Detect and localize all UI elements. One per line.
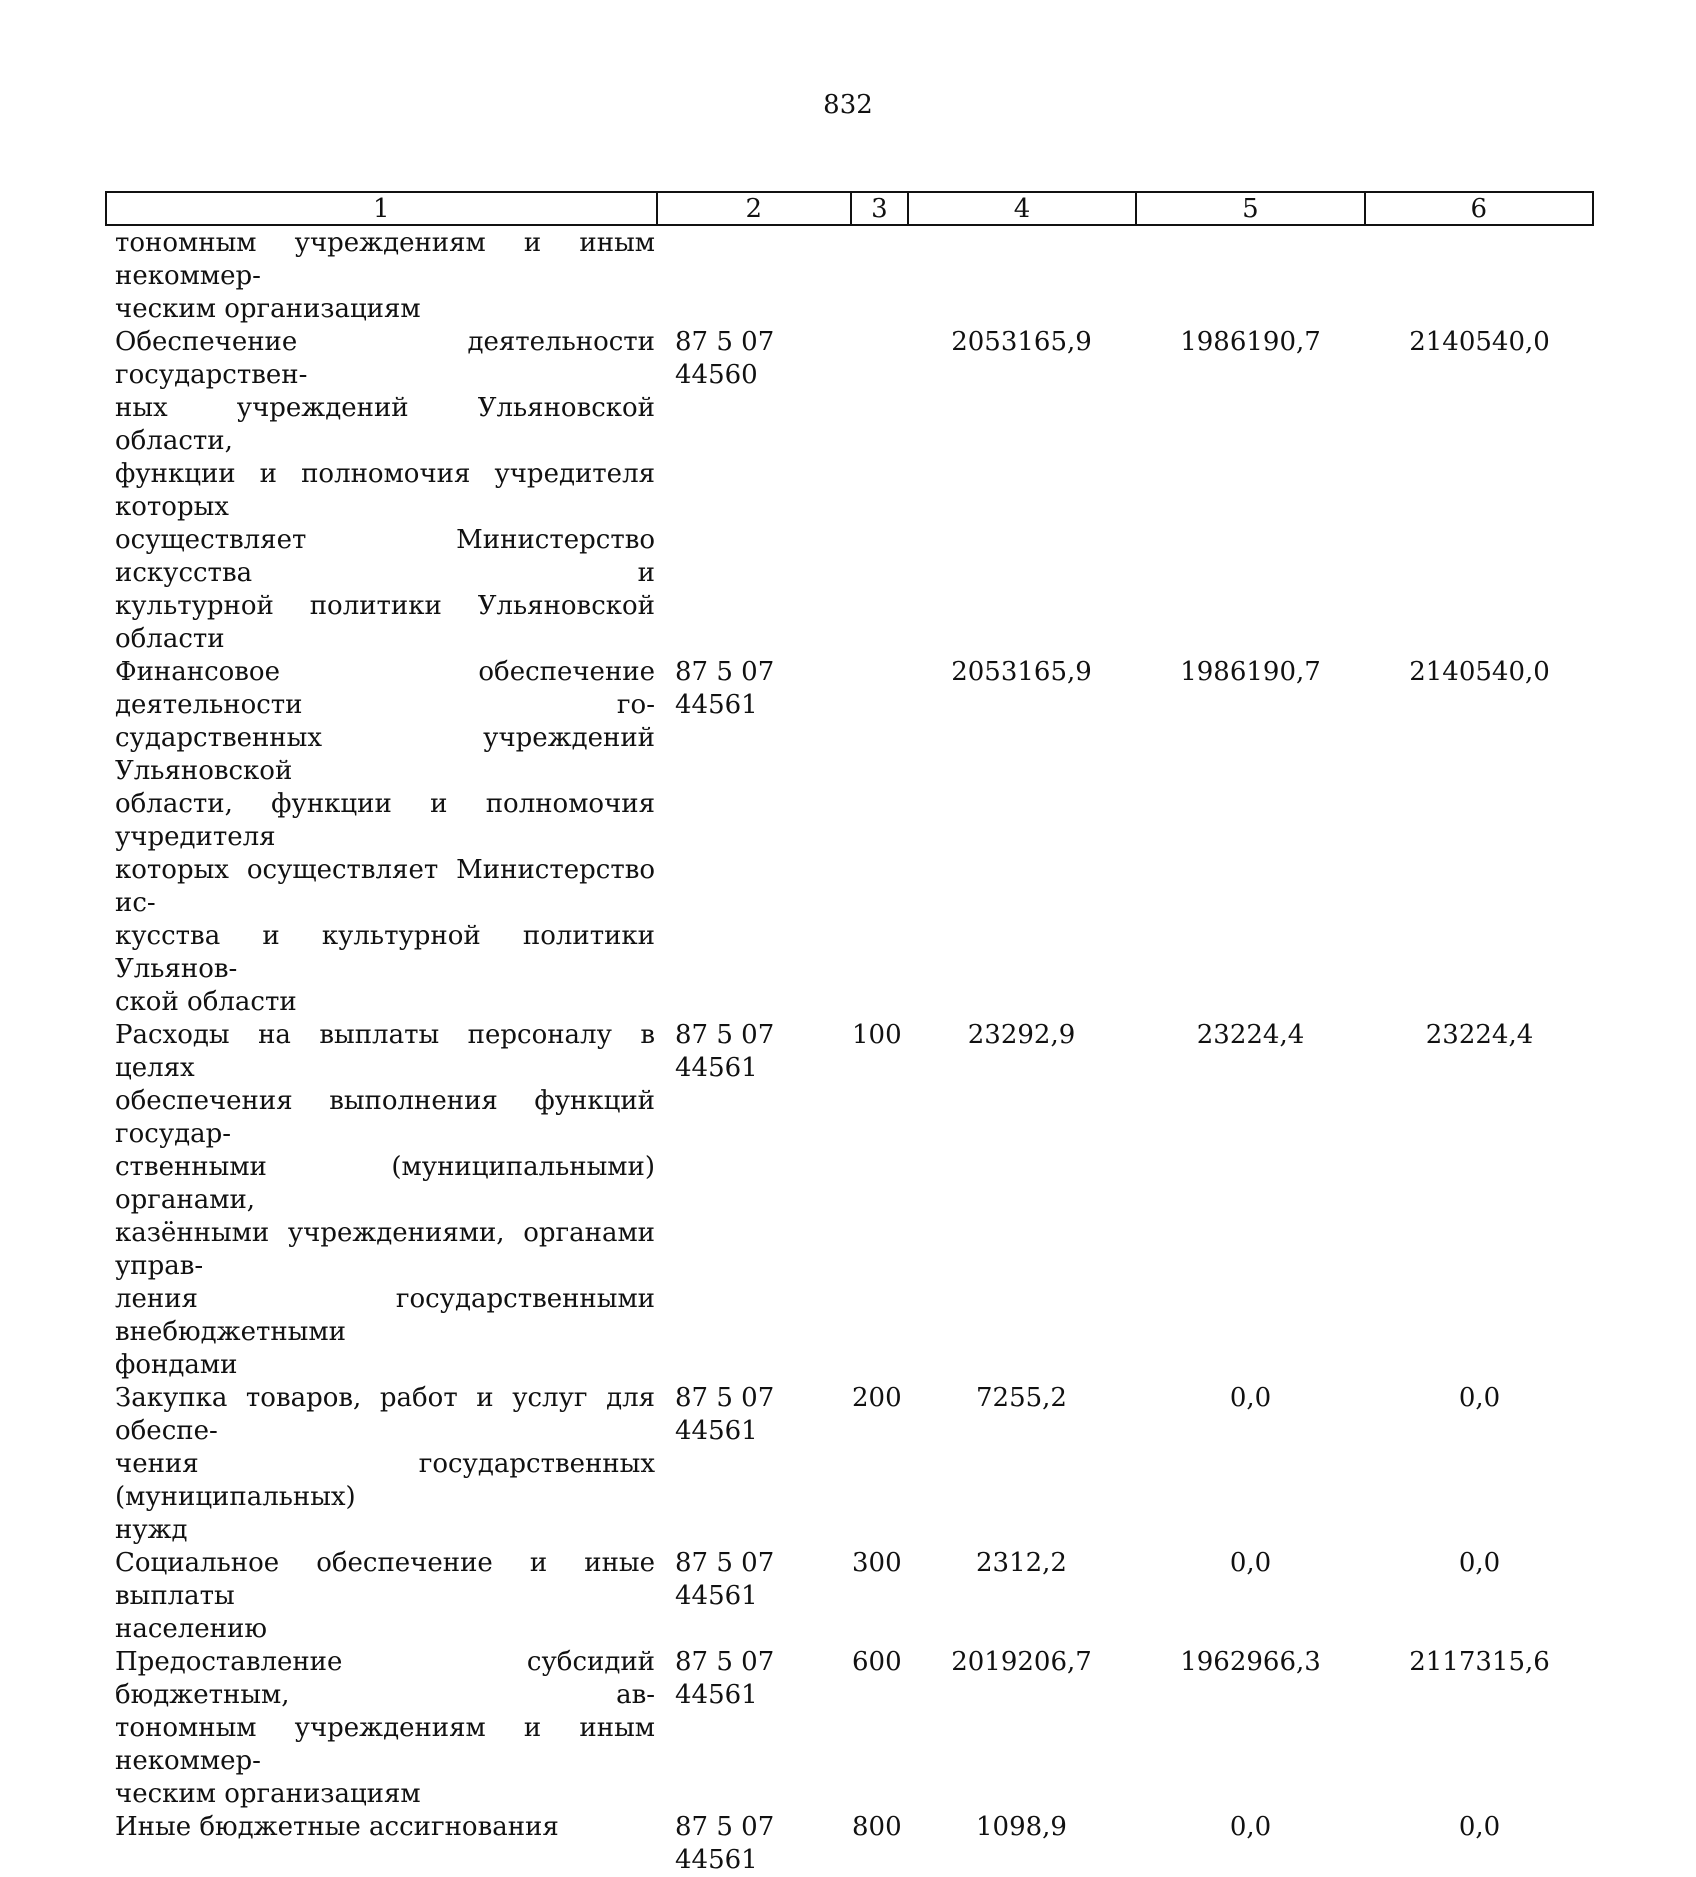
description-line: нужд xyxy=(115,1515,188,1545)
row-description xyxy=(105,1547,655,1646)
description-line: Закупка товаров, работ и услуг для обеспе- xyxy=(115,1383,655,1446)
description-line: сударственных учреждений Ульяновской xyxy=(115,723,655,786)
amount-column-5: 0,0 xyxy=(1229,1548,1272,1578)
expense-type-code: 800 xyxy=(852,1812,902,1842)
amount-column-5: 0,0 xyxy=(1229,1383,1272,1413)
amount-column-4: 23292,9 xyxy=(967,1020,1076,1050)
table-row xyxy=(105,1547,1594,1646)
description-line: населению xyxy=(115,1614,267,1644)
page-number: 832 xyxy=(823,90,873,120)
target-article-code: 87 5 07 44561 xyxy=(675,1812,775,1875)
amount-column-5 xyxy=(1136,227,1365,326)
description-line: Финансовое обеспечение деятельности го- xyxy=(115,657,655,720)
expense-type-code xyxy=(850,656,907,1019)
description-line: чения государственных (муниципальных) xyxy=(115,1449,655,1512)
description-line: кусства и культурной политики Ульянов- xyxy=(115,921,655,984)
expense-type-code: 300 xyxy=(852,1548,902,1578)
table-body xyxy=(105,227,1594,1877)
description-line: ской области xyxy=(115,987,297,1017)
amount-column-5: 1986190,7 xyxy=(1180,657,1321,687)
amount-column-6: 0,0 xyxy=(1458,1383,1501,1413)
target-article-code: 87 5 07 44561 xyxy=(675,657,775,720)
amount-column-6 xyxy=(1365,227,1594,326)
row-description xyxy=(105,1811,655,1877)
expense-type-code: 100 xyxy=(852,1020,902,1050)
column-header-4: 4 xyxy=(907,193,1135,224)
description-line: культурной политики Ульяновской области xyxy=(115,591,655,654)
table-header-row xyxy=(105,191,1594,226)
row-description xyxy=(105,656,655,1019)
amount-column-4: 2312,2 xyxy=(976,1548,1067,1578)
description-line: Иные бюджетные ассигнования xyxy=(115,1812,559,1842)
expense-type-code: 600 xyxy=(852,1647,902,1677)
target-article-code: 87 5 07 44561 xyxy=(675,1020,775,1083)
description-line: Обеспечение деятельности государствен- xyxy=(115,327,655,390)
description-line: тономным учреждениям и иным некоммер- xyxy=(115,1713,655,1776)
column-header-2: 2 xyxy=(656,193,850,224)
table-row xyxy=(105,656,1594,1019)
description-line: Предоставление субсидий бюджетным, ав- xyxy=(115,1647,655,1710)
description-line: казёнными учреждениями, органами управ- xyxy=(115,1218,655,1281)
description-line: области, функции и полномочия учредителя xyxy=(115,789,655,852)
table-row xyxy=(105,326,1594,656)
row-description xyxy=(105,326,655,656)
target-article-code: 87 5 07 44561 xyxy=(675,1647,775,1710)
amount-column-5: 23224,4 xyxy=(1196,1020,1305,1050)
description-line: тономным учреждениям и иным некоммер- xyxy=(115,228,655,291)
table-row xyxy=(105,227,1594,326)
amount-column-6: 2140540,0 xyxy=(1409,657,1550,687)
target-article-code: 87 5 07 44561 xyxy=(675,1548,775,1611)
description-line: Расходы на выплаты персоналу в целях xyxy=(115,1020,655,1083)
amount-column-4: 7255,2 xyxy=(976,1383,1067,1413)
description-line: ческим организациям xyxy=(115,294,421,324)
row-description xyxy=(105,227,655,326)
target-article-code: 87 5 07 44560 xyxy=(675,327,775,390)
row-description xyxy=(105,1382,655,1547)
amount-column-4: 2053165,9 xyxy=(951,657,1092,687)
table-row xyxy=(105,1019,1594,1382)
table-row xyxy=(105,1811,1594,1877)
expense-type-code: 200 xyxy=(852,1383,902,1413)
amount-column-4: 2053165,9 xyxy=(951,327,1092,357)
amount-column-4: 2019206,7 xyxy=(951,1647,1092,1677)
description-line: ных учреждений Ульяновской области, xyxy=(115,393,655,456)
table-row xyxy=(105,1382,1594,1547)
amount-column-5: 1962966,3 xyxy=(1180,1647,1321,1677)
amount-column-4: 1098,9 xyxy=(976,1812,1067,1842)
description-line: функции и полномочия учредителя которых xyxy=(115,459,655,522)
target-article-code xyxy=(655,227,850,326)
description-line: ческим организациям xyxy=(115,1779,421,1809)
column-header-3: 3 xyxy=(850,193,907,224)
description-line: фондами xyxy=(115,1350,238,1380)
description-line: обеспечения выполнения функций государ- xyxy=(115,1086,655,1149)
column-header-1: 1 xyxy=(372,193,390,224)
amount-column-6: 23224,4 xyxy=(1425,1020,1534,1050)
description-line: осуществляет Министерство искусства и xyxy=(115,525,655,588)
amount-column-5: 1986190,7 xyxy=(1180,327,1321,357)
amount-column-6: 2140540,0 xyxy=(1409,327,1550,357)
amount-column-5: 0,0 xyxy=(1229,1812,1272,1842)
table-row xyxy=(105,1646,1594,1811)
amount-column-4 xyxy=(907,227,1136,326)
expense-type-code xyxy=(850,326,907,656)
target-article-code: 87 5 07 44561 xyxy=(675,1383,775,1446)
row-description xyxy=(105,1646,655,1811)
column-header-5: 5 xyxy=(1135,193,1363,224)
row-description xyxy=(105,1019,655,1382)
amount-column-6: 2117315,6 xyxy=(1409,1647,1550,1677)
amount-column-6: 0,0 xyxy=(1458,1812,1501,1842)
description-line: которых осуществляет Министерство ис- xyxy=(115,855,655,918)
description-line: ственными (муниципальными) органами, xyxy=(115,1152,655,1215)
description-line: Социальное обеспечение и иные выплаты xyxy=(115,1548,655,1611)
column-header-6: 6 xyxy=(1364,193,1592,224)
amount-column-6: 0,0 xyxy=(1458,1548,1501,1578)
description-line: ления государственными внебюджетными xyxy=(115,1284,655,1347)
expense-type-code xyxy=(850,227,907,326)
